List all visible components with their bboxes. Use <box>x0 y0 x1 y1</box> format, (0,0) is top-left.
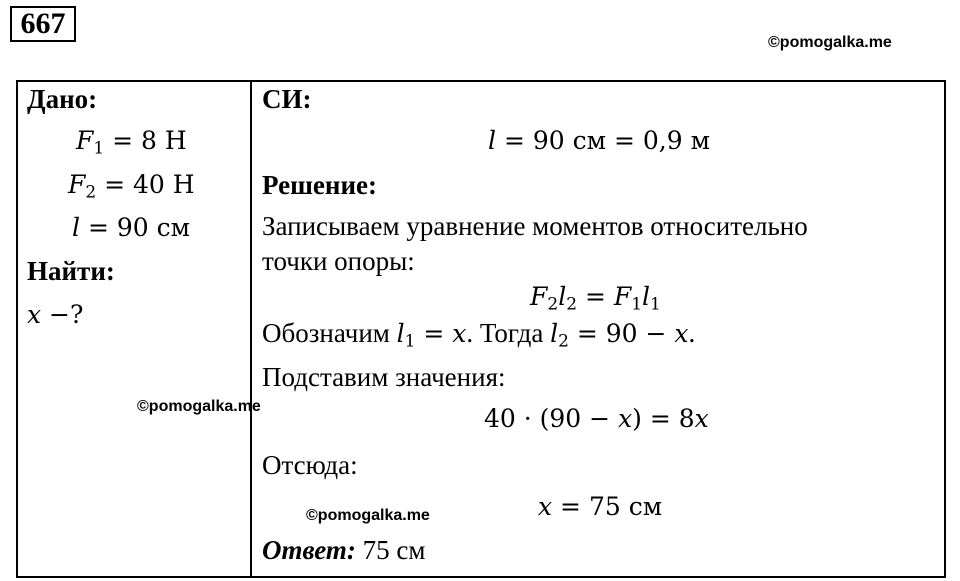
solution-text-1: Записываем уравнение моментов относительно <box>262 211 808 241</box>
si-title: СИ: <box>262 84 312 114</box>
given-title: Дано: <box>27 84 98 114</box>
answer: Ответ: 75 см <box>262 535 426 565</box>
problem-number: 667 <box>10 6 76 42</box>
solution-text-3: Обозначим $l_1 = x$. Тогда $l_2 = 90 - x$. <box>262 318 696 352</box>
given-line-f1: $F_1 = 8$ Н <box>76 126 187 159</box>
watermark-top: ©pomogalka.me <box>768 34 892 51</box>
watermark-bottom: ©pomogalka.me <box>306 507 430 524</box>
substitution-equation: 40 · (90 − x) = 8x <box>484 404 709 433</box>
find-var: x −? <box>27 300 84 329</box>
solution-text-5: Отсюда: <box>262 450 358 480</box>
solution-text-4: Подставим значения: <box>262 362 506 392</box>
si-conversion: l = 90 см = 0,9 м <box>488 126 711 155</box>
result-equation: x = 75 см <box>538 492 663 521</box>
watermark-middle: ©pomogalka.me <box>137 398 261 415</box>
find-title: Найти: <box>27 256 115 286</box>
given-line-l: l = 90 см <box>72 213 191 242</box>
moment-equation: $F_2l_2 = F_1l_1$ <box>530 282 661 315</box>
solution-title: Решение: <box>262 170 377 200</box>
solution-text-2: точки опоры: <box>262 246 415 276</box>
given-line-f2: $F_2 = 40$ Н <box>68 170 195 203</box>
column-divider <box>250 80 252 578</box>
